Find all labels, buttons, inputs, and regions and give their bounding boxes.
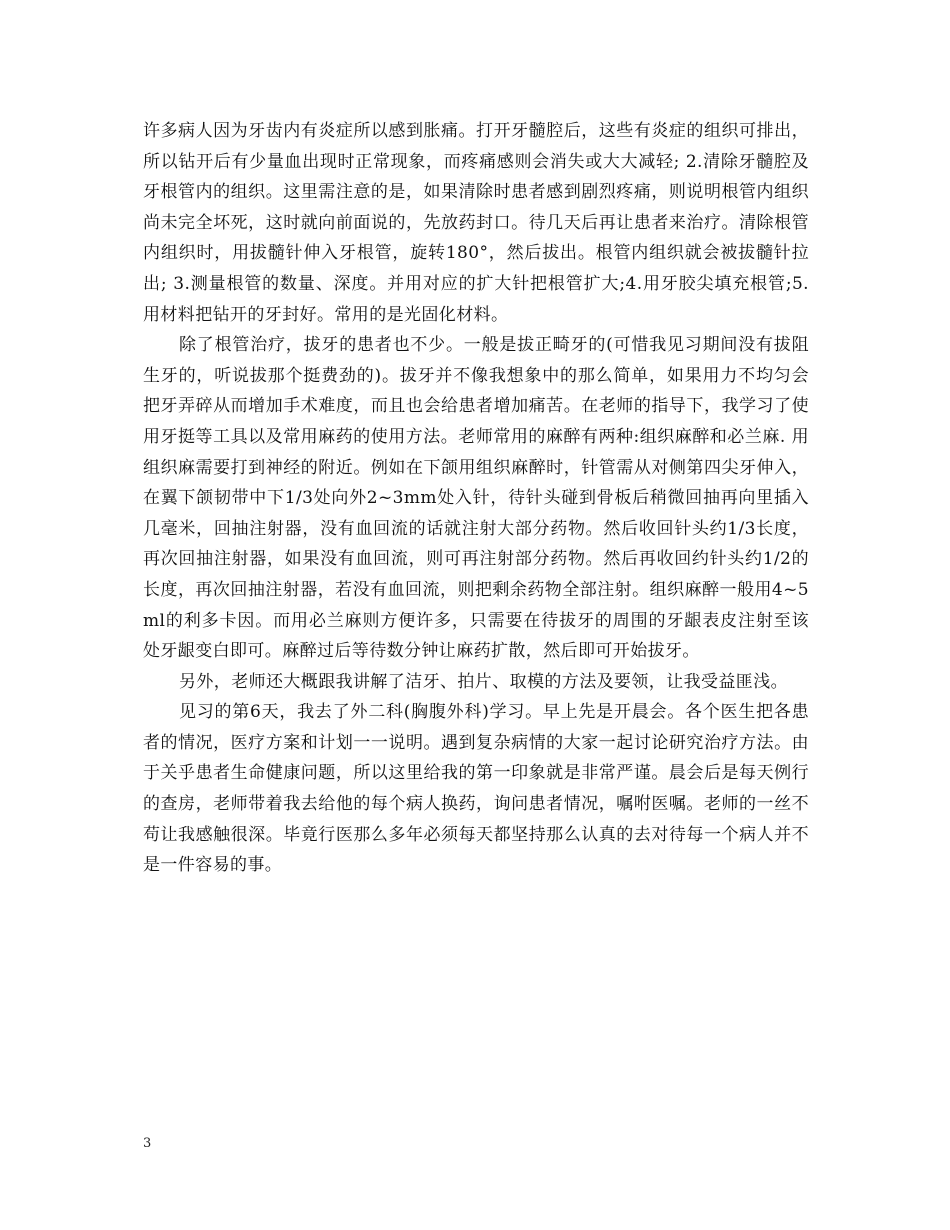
paragraph-teacher-explanation: 另外，老师还大概跟我讲解了洁牙、拍片、取模的方法及要领，让我受益匪浅。 [179, 671, 788, 692]
paragraph-surgery-department: 见习的第6天，我去了外二科(胸腹外科)学习。早上先是开晨会。各个医生把各患者的情况，医疗方案和计划一一说明。遇到复杂病情的大家一起讨论研究治疗方法。由于关乎患者生命健康问题，所以这里给我的第一印象就是非常严谨。晨会后是每天例行的查房，老师带着我去给他的每个病人换药，询问患者情况，嘱咐医嘱。老师的一丝不苟让我感触很深。毕竟行医那么多年必须每天都坚持那么认真的去对待每一个病人并不是一件容易的事。 [143, 702, 809, 876]
paragraph-tooth-extraction: 除了根管治疗，拔牙的患者也不少。一般是拔正畸牙的(可惜我见习期间没有拔阻生牙的，听说拔那个挺费劲的)。拔牙并不像我想象中的那么简单，如果用力不均匀会把牙弄碎从而增加手术难度，而且也会给患者增加痛苦。在老师的指导下，我学习了使用牙挺等工具以及常用麻药的使用方法。老师常用的麻醉有两种:组织麻醉和必兰麻. 用组织麻需要打到神经的附近。例如在下颌用组织麻醉时，针管需从对侧第四尖牙伸入，在翼下颌韧带中下1/3处向外2~3mm处入针，待针头碰到骨板后稍微回抽再向里插入几毫米，回抽注射器，没有血回流的话就注射大部分药物。然后收回针头约1/3长度，再次回抽注射器，如果没有血回流，则可再注射部分药物。然后再收回约针头约1/2的长度，再次回抽注射器，若没有血回流，则把剩余药物全部注射。组织麻醉一般用4~5ml的利多卡因。而用必兰麻则方便许多，只需要在待拔牙的周围的牙龈表皮注射至该处牙龈变白即可。麻醉过后等待数分钟让麻药扩散，然后即可开始拔牙。 [143, 335, 809, 662]
paragraph-root-canal-steps: 许多病人因为牙齿内有炎症所以感到胀痛。打开牙髓腔后，这些有炎症的组织可排出，所以钻开后有少量血出现时正常现象，而疼痛感则会消失或大大减轻; 2.清除牙髓腔及牙根管内的组织。这里需注意的是，如果清除时患者感到剧烈疼痛，则说明根管内组织尚未完全坏死，这时就向前面说的，先放药封口。待几天后再让患者来治疗。清除根管内组织时，用拔髓针伸入牙根管，旋转180°，然后拔出。根管内组织就会被拔髓针拉出; 3.测量根管的数量、深度。并用对应的扩大针把根管扩大;4.用牙胶尖填充根管;5.用材料把钻开的牙封好。常用的是光固化材料。 [143, 121, 809, 325]
page-number: 3 [143, 1136, 152, 1151]
body-text [143, 116, 809, 881]
